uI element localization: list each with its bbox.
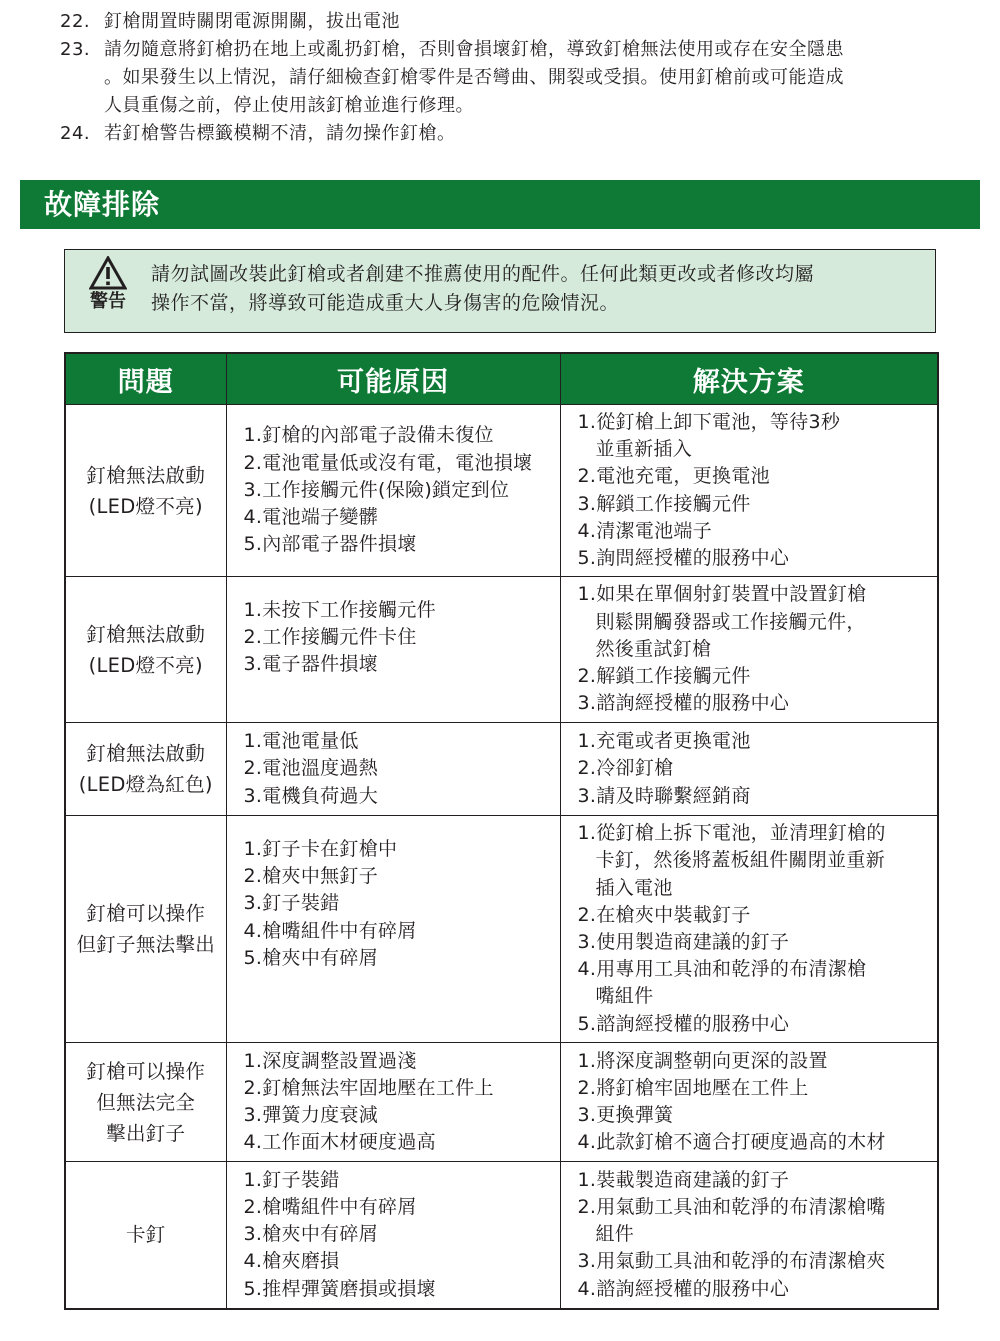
solution-list [561, 409, 938, 572]
solution-item: 3.使用製造商建議的釘子 [577, 931, 790, 953]
table-row [65, 405, 938, 577]
warning-label: 警告 [90, 291, 126, 312]
cause-item: 3.彈簧力度衰減 [243, 1104, 379, 1126]
cause-item: 4.電池端子變髒 [243, 506, 379, 529]
warning-box [64, 249, 936, 333]
problem-text: (LED燈不亮) [88, 653, 203, 677]
solution-item: 5.詢問經授權的服務中心 [577, 546, 790, 569]
section-title: 故障排除 [20, 180, 980, 229]
safety-instructions-list [60, 8, 960, 148]
warning-line: 操作不當，將導致可能造成重大人身傷害的危險情況。 [151, 292, 620, 314]
solution-cell [560, 1162, 938, 1309]
safety-item-number: 24. [60, 123, 91, 144]
cause-item: 2.電池電量低或沒有電，電池損壞 [243, 451, 533, 474]
cause-cell [226, 1043, 560, 1162]
safety-item-line: 。如果發生以上情況，請仔細檢查釘槍零件是否彎曲、開裂或受損。使用釘槍前或可能造成 [104, 67, 844, 88]
solution-item: 插入電池 [595, 876, 673, 899]
table-row [65, 1162, 938, 1309]
solution-item: 2.電池充電，更換電池 [577, 465, 770, 488]
solution-cell [560, 723, 938, 816]
problem-cell [65, 405, 226, 577]
cause-item: 1.釘槍的內部電子設備未復位 [243, 424, 494, 447]
cause-item: 5.槍夾中有碎屑 [243, 946, 379, 969]
problem-text: 釘槍無法啟動 [86, 622, 206, 646]
solution-list [561, 1167, 938, 1303]
solution-item: 3.諮詢經授權的服務中心 [577, 692, 790, 715]
cause-cell [226, 405, 560, 577]
problem-text: 但釘子無法擊出 [76, 933, 216, 956]
problem-text: 卡釘 [125, 1223, 166, 1247]
solution-item: 然後重試釘槍 [595, 637, 712, 660]
solution-item: 卡釘，然後將蓋板組件關閉並重新 [595, 849, 886, 872]
table-header-row [65, 353, 938, 405]
problem-text: (LED燈為紅色) [78, 773, 213, 796]
solution-item: 4.用專用工具油和乾淨的布清潔槍 [577, 958, 867, 981]
solution-list [561, 728, 938, 810]
table-row [65, 577, 938, 723]
safety-item-number: 22. [60, 11, 91, 32]
solution-item: 2.將釘槍牢固地壓在工件上 [577, 1076, 809, 1099]
safety-item-24 [60, 120, 960, 148]
solution-item: 1.裝載製造商建議的釘子 [577, 1168, 790, 1191]
warning-icon-block [81, 256, 135, 313]
solution-item: 則鬆開觸發器或工作接觸元件， [595, 610, 866, 633]
cause-item: 1.深度調整設置過淺 [243, 1049, 417, 1072]
solution-item: 2.冷卻釘槍 [577, 757, 674, 780]
cause-cell [226, 723, 560, 816]
problem-text: 釘槍可以操作 [86, 902, 206, 925]
solution-item: 3.解鎖工作接觸元件 [577, 492, 751, 515]
cause-list [227, 1167, 560, 1303]
safety-item-line: 請勿隨意將釘槍扔在地上或亂扔釘槍，否則會損壞釘槍，導致釘槍無法使用或存在安全隱患 [104, 39, 844, 60]
table-body [65, 405, 938, 1309]
warning-line: 請勿試圖改裝此釘槍或者創建不推薦使用的配件。任何此類更改或者修改均屬 [151, 263, 815, 285]
solution-item: 1.充電或者更換電池 [577, 730, 751, 753]
solution-item: 嘴組件 [595, 985, 654, 1008]
solution-cell [560, 1043, 938, 1162]
problem-text: (LED燈不亮) [88, 494, 203, 518]
solution-item: 5.諮詢經授權的服務中心 [577, 1012, 790, 1035]
cause-cell [226, 577, 560, 723]
cause-item: 3.電子器件損壞 [243, 653, 379, 676]
header-solution: 解決方案 [560, 353, 938, 405]
problem-cell [65, 1043, 226, 1162]
cause-item: 4.槍嘴組件中有碎屑 [243, 919, 417, 942]
cause-list [227, 816, 560, 972]
cause-item: 4.槍夾磨損 [243, 1250, 340, 1273]
problem-cell [65, 723, 226, 816]
cause-item: 2.槍夾中無釘子 [243, 865, 379, 888]
problem-cell [65, 1162, 226, 1309]
solution-item: 4.清潔電池端子 [577, 519, 713, 542]
solution-item: 3.請及時聯繫經銷商 [577, 784, 751, 807]
cause-item: 2.工作接觸元件卡住 [243, 626, 417, 649]
solution-item: 4.此款釘槍不適合打硬度過高的木材 [577, 1131, 886, 1154]
solution-item: 1.從釘槍上拆下電池，並清理釘槍的 [577, 822, 886, 845]
cause-item: 2.槍嘴組件中有碎屑 [243, 1195, 417, 1218]
solution-cell [560, 405, 938, 577]
table-row [65, 816, 938, 1043]
solution-item: 2.在槍夾中裝載釘子 [577, 903, 751, 926]
cause-list [227, 577, 560, 679]
solution-item: 2.用氣動工具油和乾淨的布清潔槍嘴 [577, 1195, 886, 1218]
safety-item-number: 23. [60, 39, 91, 60]
cause-cell [226, 1162, 560, 1309]
solution-item: 1.如果在單個射釘裝置中設置釘槍 [577, 583, 867, 606]
cause-item: 3.釘子裝錯 [243, 892, 340, 915]
solution-list [561, 581, 938, 717]
problem-text: 釘槍可以操作 [86, 1059, 206, 1083]
safety-item-line: 若釘槍警告標籤模糊不清，請勿操作釘槍。 [104, 123, 456, 144]
solution-cell [560, 816, 938, 1043]
cause-item: 1.釘子裝錯 [243, 1168, 340, 1191]
solution-item: 組件 [595, 1223, 635, 1246]
header-problem: 問題 [65, 353, 226, 405]
cause-item: 5.推桿彈簧磨損或損壞 [243, 1277, 436, 1300]
cause-item: 5.內部電子器件損壞 [243, 533, 417, 556]
solution-item: 4.諮詢經授權的服務中心 [577, 1277, 790, 1300]
problem-text: 釘槍無法啟動 [86, 742, 206, 765]
cause-list [227, 422, 560, 558]
solution-list [561, 820, 938, 1038]
cause-cell [226, 816, 560, 1043]
safety-item-22 [60, 8, 960, 36]
solution-item: 3.用氣動工具油和乾淨的布清潔槍夾 [577, 1250, 886, 1273]
safety-item-line: 釘槍閒置時關閉電源開關，拔出電池 [104, 11, 400, 32]
cause-item: 1.電池電量低 [243, 730, 359, 753]
table-row [65, 1043, 938, 1162]
problem-cell [65, 577, 226, 723]
safety-item-23 [60, 36, 960, 120]
solution-item: 3.更換彈簧 [577, 1104, 674, 1126]
safety-item-text [104, 36, 960, 120]
table-row [65, 723, 938, 816]
solution-list [561, 1048, 938, 1157]
problem-text: 但無法完全 [96, 1090, 196, 1114]
header-cause: 可能原因 [226, 353, 560, 405]
problem-text: 釘槍無法啟動 [86, 463, 206, 487]
solution-cell [560, 577, 938, 723]
cause-item: 1.釘子卡在釘槍中 [243, 838, 398, 860]
solution-item: 1.將深度調整朝向更深的設置 [577, 1049, 828, 1072]
solution-item: 2.解鎖工作接觸元件 [577, 665, 751, 688]
cause-list [227, 1048, 560, 1157]
safety-item-line: 人員重傷之前，停止使用該釘槍並進行修理。 [104, 95, 474, 116]
warning-triangle-icon [89, 256, 127, 290]
cause-list [227, 728, 560, 810]
safety-item-text [104, 8, 960, 36]
solution-item: 1.從釘槍上卸下電池，等待3秒 [577, 410, 841, 433]
troubleshooting-table [64, 352, 939, 1310]
cause-item: 3.槍夾中有碎屑 [243, 1223, 379, 1246]
warning-text [151, 260, 921, 318]
problem-text: 擊出釘子 [106, 1121, 186, 1145]
cause-item: 2.釘槍無法牢固地壓在工件上 [243, 1076, 494, 1099]
cause-item: 4.工作面木材硬度過高 [243, 1131, 436, 1154]
solution-item: 並重新插入 [595, 438, 693, 461]
cause-item: 1.未按下工作接觸元件 [243, 599, 436, 621]
safety-item-text [104, 120, 960, 148]
cause-item: 3.電機負荷過大 [243, 784, 379, 807]
problem-cell [65, 816, 226, 1043]
cause-item: 3.工作接觸元件(保險)鎖定到位 [243, 478, 510, 501]
cause-item: 2.電池溫度過熱 [243, 757, 379, 780]
